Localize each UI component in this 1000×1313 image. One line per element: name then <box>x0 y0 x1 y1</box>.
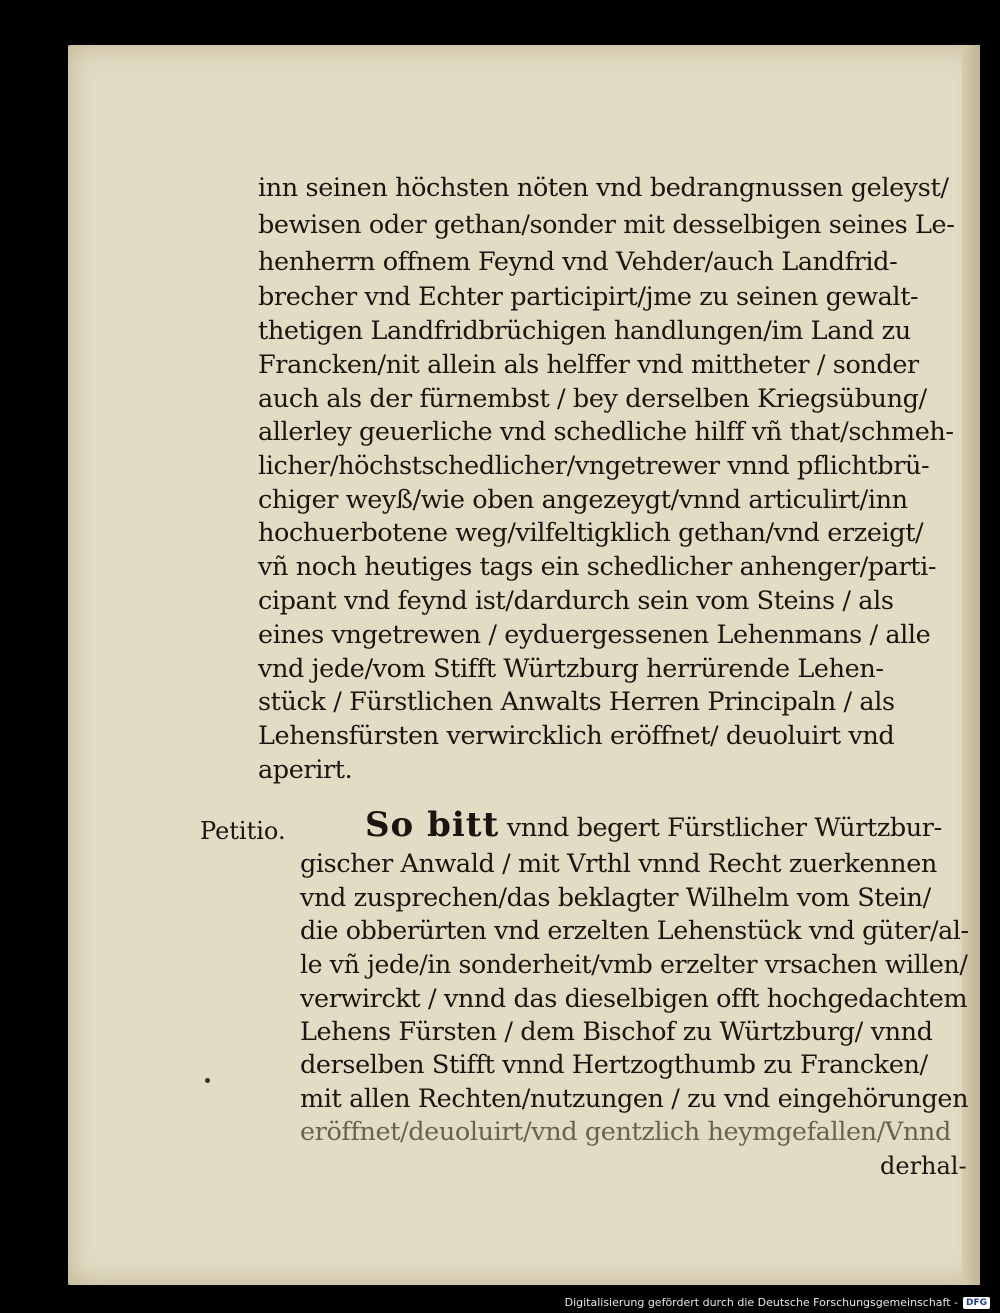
text-line-7: auch als der fürnembst / bey derselben Kriegsübung/ <box>258 384 927 414</box>
petition-line-3: die obberürten vnd erzelten Lehenstück vnd güter/al- <box>300 916 969 946</box>
petition-line-1: gischer Anwald / mit Vrthl vnnd Recht zuerkennen <box>300 849 937 879</box>
ink-speck <box>205 1078 210 1083</box>
text-line-6: Francken/nit allein als helffer vnd mittheter / sonder <box>258 350 919 380</box>
text-line-15: vnd jede/vom Stifft Würtzburg herrürende Lehen- <box>258 654 884 684</box>
text-line-5: thetigen Landfridbrüchigen handlungen/im Land zu <box>258 316 911 346</box>
petition-first-line <box>365 805 942 845</box>
text-line-4: brecher vnd Echter participirt/jme zu seinen gewalt- <box>258 282 919 312</box>
margin-note-petitio: Petitio. <box>200 817 286 845</box>
text-line-17: Lehensfürsten verwircklich eröffnet/ deuoluirt vnd <box>258 721 895 751</box>
text-line-10: chiger weyß/wie oben angezeygt/vnnd articulirt/inn <box>258 485 908 515</box>
petition-initial: So bitt <box>365 805 500 845</box>
text-line-14: eines vngetrewen / eyduergessenen Lehenmans / alle <box>258 620 931 650</box>
petition-line-5: verwirckt / vnnd das dieselbigen offt hochgedachtem <box>300 984 968 1014</box>
text-line-11: hochuerbotene weg/vilfeltigklich gethan/vnd erzeigt/ <box>258 518 924 548</box>
petition-first-rest: vnnd begert Fürstlicher Würtzbur- <box>506 813 942 843</box>
text-line-9: licher/höchstschedlicher/vngetrewer vnnd pflichtbrü- <box>258 451 930 481</box>
text-line-13: cipant vnd feynd ist/dardurch sein vom Steins / als <box>258 586 894 616</box>
text-line-8: allerley geuerliche vnd schedliche hilff vñ that/schmeh- <box>258 417 954 447</box>
petition-line-8: mit allen Rechten/nutzungen / zu vnd eingehörungen <box>300 1084 969 1114</box>
petition-line-9: eröffnet/deuoluirt/vnd gentzlich heymgefallen/Vnnd <box>300 1117 951 1147</box>
dfg-logo: DFG <box>963 1297 990 1309</box>
petition-line-4: le vñ jede/in sonderheit/vmb erzelter vrsachen willen/ <box>300 950 968 980</box>
petition-line-6: Lehens Fürsten / dem Bischof zu Würtzburg/ vnnd <box>300 1017 933 1047</box>
text-line-2: bewisen oder gethan/sonder mit desselbigen seines Le- <box>258 210 955 240</box>
text-line-18: aperirt. <box>258 755 353 785</box>
text-line-16: stück / Fürstlichen Anwalts Herren Principaln / als <box>258 687 895 717</box>
petition-line-2: vnd zusprechen/das beklagter Wilhelm vom Stein/ <box>300 883 931 913</box>
text-line-3: henherrn offnem Feynd vnd Vehder/auch Landfrid- <box>258 247 898 277</box>
text-line-12: vñ noch heutiges tags ein schedlicher anhenger/parti- <box>258 552 937 582</box>
footer-text: Digitalisierung gefördert durch die Deutsche Forschungsgemeinschaft - <box>564 1296 958 1309</box>
petition-line-7: derselben Stifft vnnd Hertzogthumb zu Francken/ <box>300 1050 928 1080</box>
footer-credit <box>565 1296 990 1309</box>
text-line-1: inn seinen höchsten nöten vnd bedrangnussen geleyst/ <box>258 173 949 203</box>
catchword: derhal- <box>880 1152 967 1180</box>
